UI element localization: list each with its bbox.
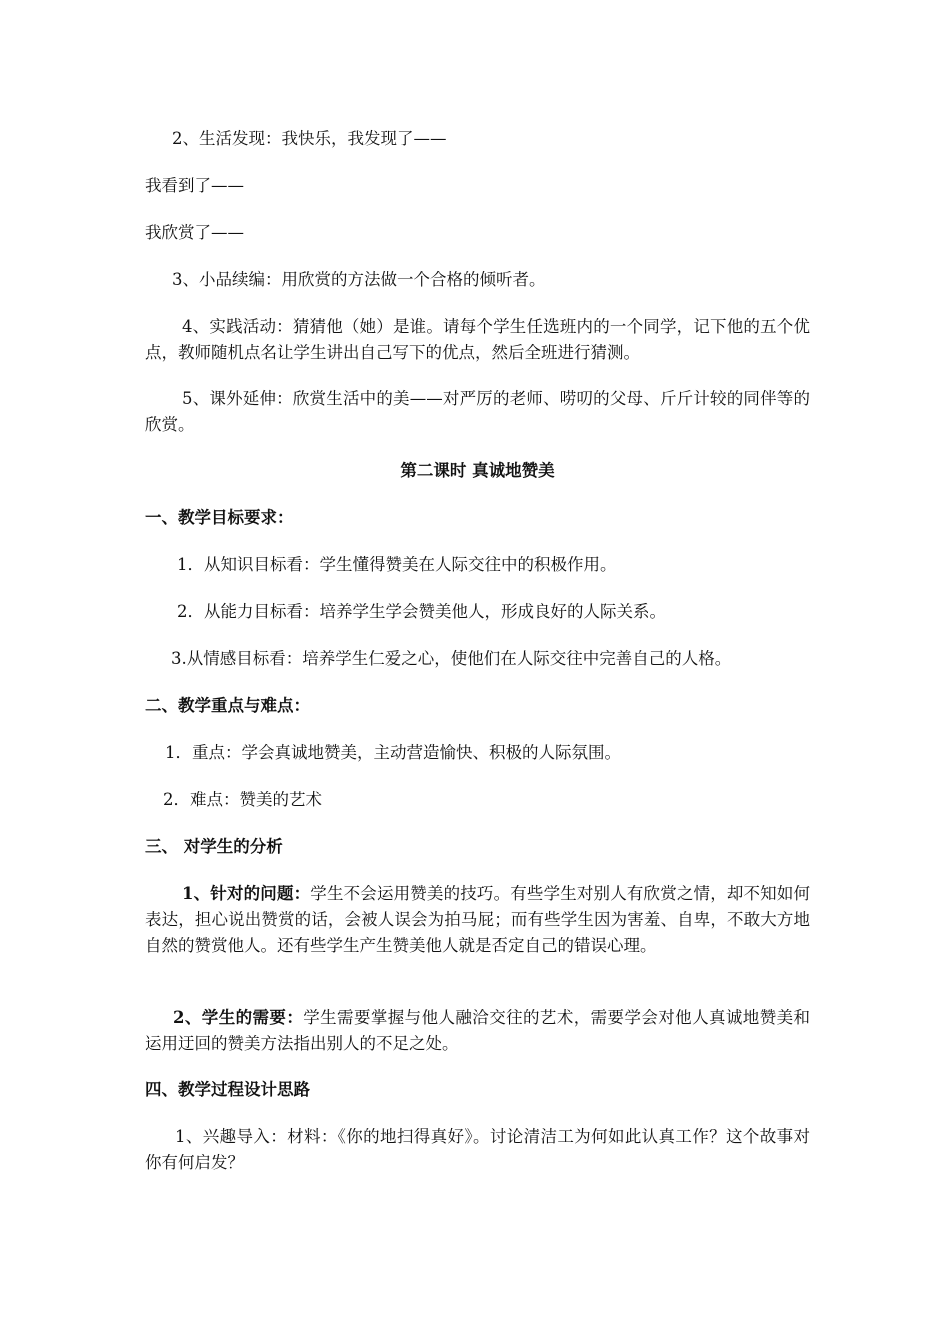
paragraph-extracurricular: 5、课外延伸：欣赏生活中的美——对严厉的老师、唠叨的父母、斤斤计较的同伴等的欣赏。 [145, 389, 810, 434]
paragraph-i-saw: 我看到了—— [145, 176, 244, 195]
paragraph-targeted-problem [145, 881, 810, 959]
paragraph-life-discovery: 2、生活发现：我快乐，我发现了—— [172, 129, 447, 148]
student-needs-label: 2、学生的需要： [173, 1008, 304, 1027]
targeted-problem-text: 学生不会运用赞美的技巧。有些学生对别人有欣赏之情，却不知如何表达，担心说出赞赏的话，会被人误会为拍马屁；而有些学生因为害羞、自卑，不敢大方地自然的赞赏他人。还有些学生产生赞美他人就是否定自己的错误心理。 [145, 884, 811, 955]
paragraph-key-point: 1．重点：学会真诚地赞美，主动营造愉快、积极的人际氛围。 [165, 743, 621, 762]
heading-student-analysis: 三、 对学生的分析 [145, 837, 283, 856]
paragraph-student-needs [145, 1005, 810, 1057]
student-needs-text: 学生需要掌握与他人融洽交往的艺术，需要学会对他人真诚地赞美和运用迂回的赞美方法指出别人的不足之处。 [145, 1008, 811, 1053]
paragraph-goal-ability: 2．从能力目标看：培养学生学会赞美他人，形成良好的人际关系。 [177, 602, 666, 621]
paragraph-goal-knowledge: 1．从知识目标看：学生懂得赞美在人际交往中的积极作用。 [177, 555, 617, 574]
heading-key-points: 二、教学重点与难点： [145, 696, 310, 715]
paragraph-difficulty: 2．难点：赞美的艺术 [163, 790, 322, 809]
targeted-problem-label: 1、针对的问题： [182, 884, 311, 903]
lesson-title: 第二课时 真诚地赞美 [400, 461, 555, 480]
heading-teaching-goals: 一、教学目标要求： [145, 508, 294, 527]
paragraph-interest-introduction: 1、兴趣导入：材料：《你的地扫得真好》。讨论清洁工为何如此认真工作？这个故事对你有何启发？ [145, 1127, 810, 1172]
paragraph-sketch-continuation: 3、小品续编：用欣赏的方法做一个合格的倾听者。 [172, 270, 546, 289]
paragraph-i-appreciated: 我欣赏了—— [145, 223, 244, 242]
heading-teaching-process: 四、教学过程设计思路 [145, 1080, 310, 1099]
paragraph-goal-emotion: 3.从情感目标看：培养学生仁爱之心，使他们在人际交往中完善自己的人格。 [171, 649, 732, 668]
paragraph-practice-activity: 4、实践活动：猜猜他（她）是谁。请每个学生任选班内的一个同学，记下他的五个优点，教师随机点名让学生讲出自己写下的优点，然后全班进行猜测。 [145, 317, 810, 362]
